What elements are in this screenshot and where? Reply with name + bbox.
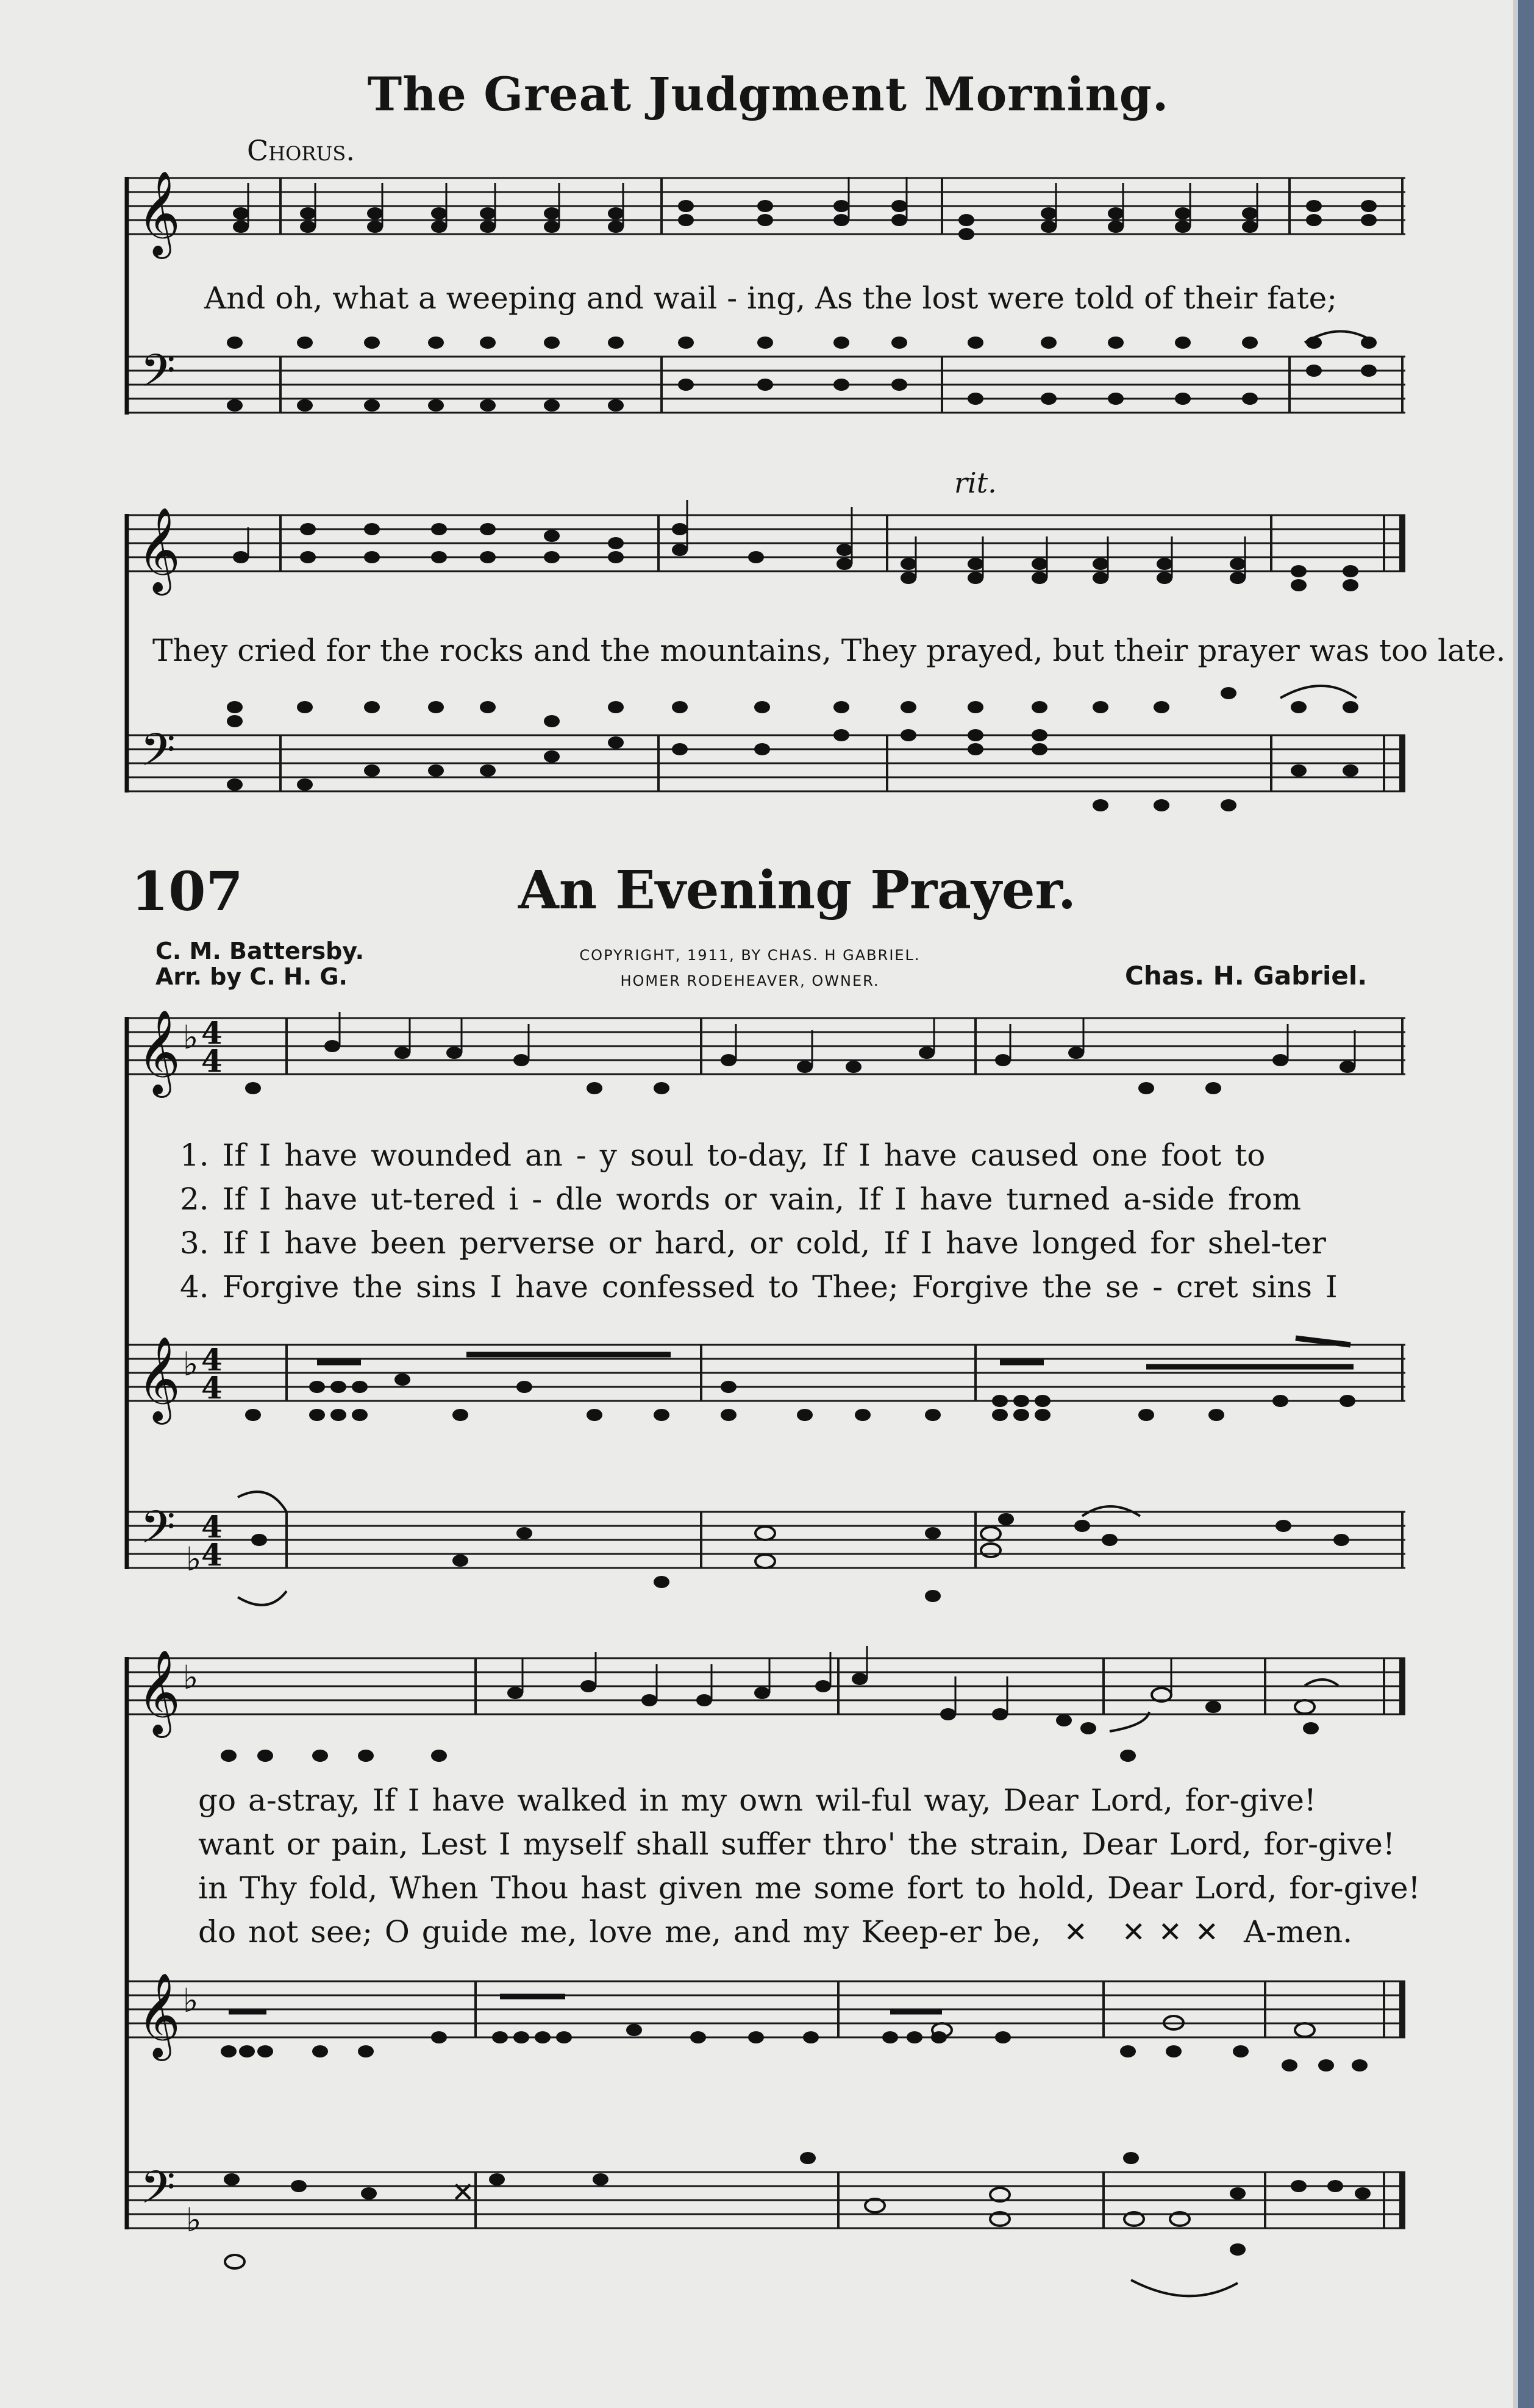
svg-text:4: 4: [201, 1015, 223, 1051]
treble-clef-icon: 𝄞: [137, 1973, 180, 2057]
svg-text:4: 4: [201, 1342, 223, 1378]
verse-3-part-2: in Thy fold, When Thou hast given me some fort to hold, Dear Lord, for-give!: [198, 1870, 1421, 1906]
staff-107-1-melody: [125, 1018, 1405, 1074]
chorus-lyrics-line-1: And oh, what a weeping and wail - ing, As the lost were told of their fate;: [204, 280, 1338, 316]
svg-text:♭: ♭: [183, 1345, 199, 1383]
svg-text:♭: ♭: [183, 1018, 199, 1056]
chorus-lyrics-line-2: They cried for the rocks and the mountains, They prayed, but their prayer was too late.: [152, 633, 1506, 668]
verse-4-part-2: do not see; O guide me, love me, and my Keep-er be,: [198, 1914, 1041, 1950]
treble-clef-icon: 𝄞: [137, 171, 180, 255]
bass-clef-icon: 𝄢: [140, 724, 176, 788]
svg-text:✕: ✕: [451, 2176, 475, 2209]
verse-1-part-1: 1. If I have wounded an - y soul to-day, If I have caused one foot to: [180, 1138, 1266, 1173]
svg-text:✕: ✕: [1122, 1915, 1146, 1948]
hymn-title-evening-prayer: An Evening Prayer.: [518, 860, 1076, 921]
author-credit: C. M. Battersby.: [155, 938, 365, 964]
svg-text:4: 4: [201, 1509, 223, 1545]
svg-text:♭: ♭: [186, 2201, 202, 2239]
composer-credit: Chas. H. Gabriel.: [1125, 961, 1368, 991]
hymn-number: 107: [131, 860, 243, 923]
svg-text:♭: ♭: [183, 1658, 199, 1697]
amen-lyric: A-men.: [1244, 1914, 1353, 1950]
verse-4-part-1: 4. Forgive the sins I have confessed to Thee; Forgive the se - cret sins I: [180, 1269, 1338, 1305]
note-stems: [248, 177, 1355, 1714]
treble-clef-icon: 𝄞: [137, 1650, 180, 1734]
svg-text:4: 4: [201, 1043, 223, 1079]
staff-chorus-2-treble: [125, 515, 1405, 571]
svg-text:✕: ✕: [1064, 1915, 1088, 1948]
bass-clef-icon: 𝄢: [140, 344, 176, 408]
bass-clef-icon: 𝄢: [140, 1501, 176, 1565]
section-label-chorus: Chorus.: [247, 134, 355, 167]
tempo-marking-rit: rit.: [954, 466, 997, 499]
verse-2-part-2: want or pain, Lest I myself shall suffer thro' the strain, Dear Lord, for-give!: [198, 1826, 1395, 1862]
treble-clef-icon: 𝄞: [137, 507, 180, 592]
svg-text:✕: ✕: [1195, 1915, 1219, 1948]
svg-text:✕: ✕: [1158, 1915, 1182, 1948]
staff-107-2-bass: [125, 2172, 1405, 2228]
arranger-credit: Arr. by C. H. G.: [155, 963, 348, 990]
svg-text:♭: ♭: [183, 1981, 199, 2020]
verse-1-part-2: go a-stray, If I have walked in my own wil-ful way, Dear Lord, for-give!: [198, 1783, 1317, 1818]
svg-text:♭: ♭: [186, 1540, 202, 1578]
book-binding-edge: [1518, 0, 1534, 2408]
treble-clef-icon: 𝄞: [137, 1336, 180, 1421]
svg-text:4: 4: [201, 1537, 223, 1573]
verse-3-part-1: 3. If I have been perverse or hard, or cold, If I have longed for shel-ter: [180, 1225, 1326, 1261]
verse-2-part-1: 2. If I have ut-tered i - dle words or vain, If I have turned a-side from: [180, 1181, 1302, 1217]
bass-clef-icon: 𝄢: [140, 2161, 176, 2225]
svg-text:4: 4: [201, 1370, 223, 1406]
staff-107-2-treble: [125, 1981, 1405, 2037]
copyright-line-2: HOMER RODEHEAVER, OWNER.: [620, 972, 880, 989]
hymn-title-great-judgment-morning: The Great Judgment Morning.: [367, 67, 1169, 121]
treble-clef-icon: 𝄞: [137, 1010, 180, 1094]
copyright-line-1: COPYRIGHT, 1911, BY CHAS. H GABRIEL.: [579, 947, 921, 964]
